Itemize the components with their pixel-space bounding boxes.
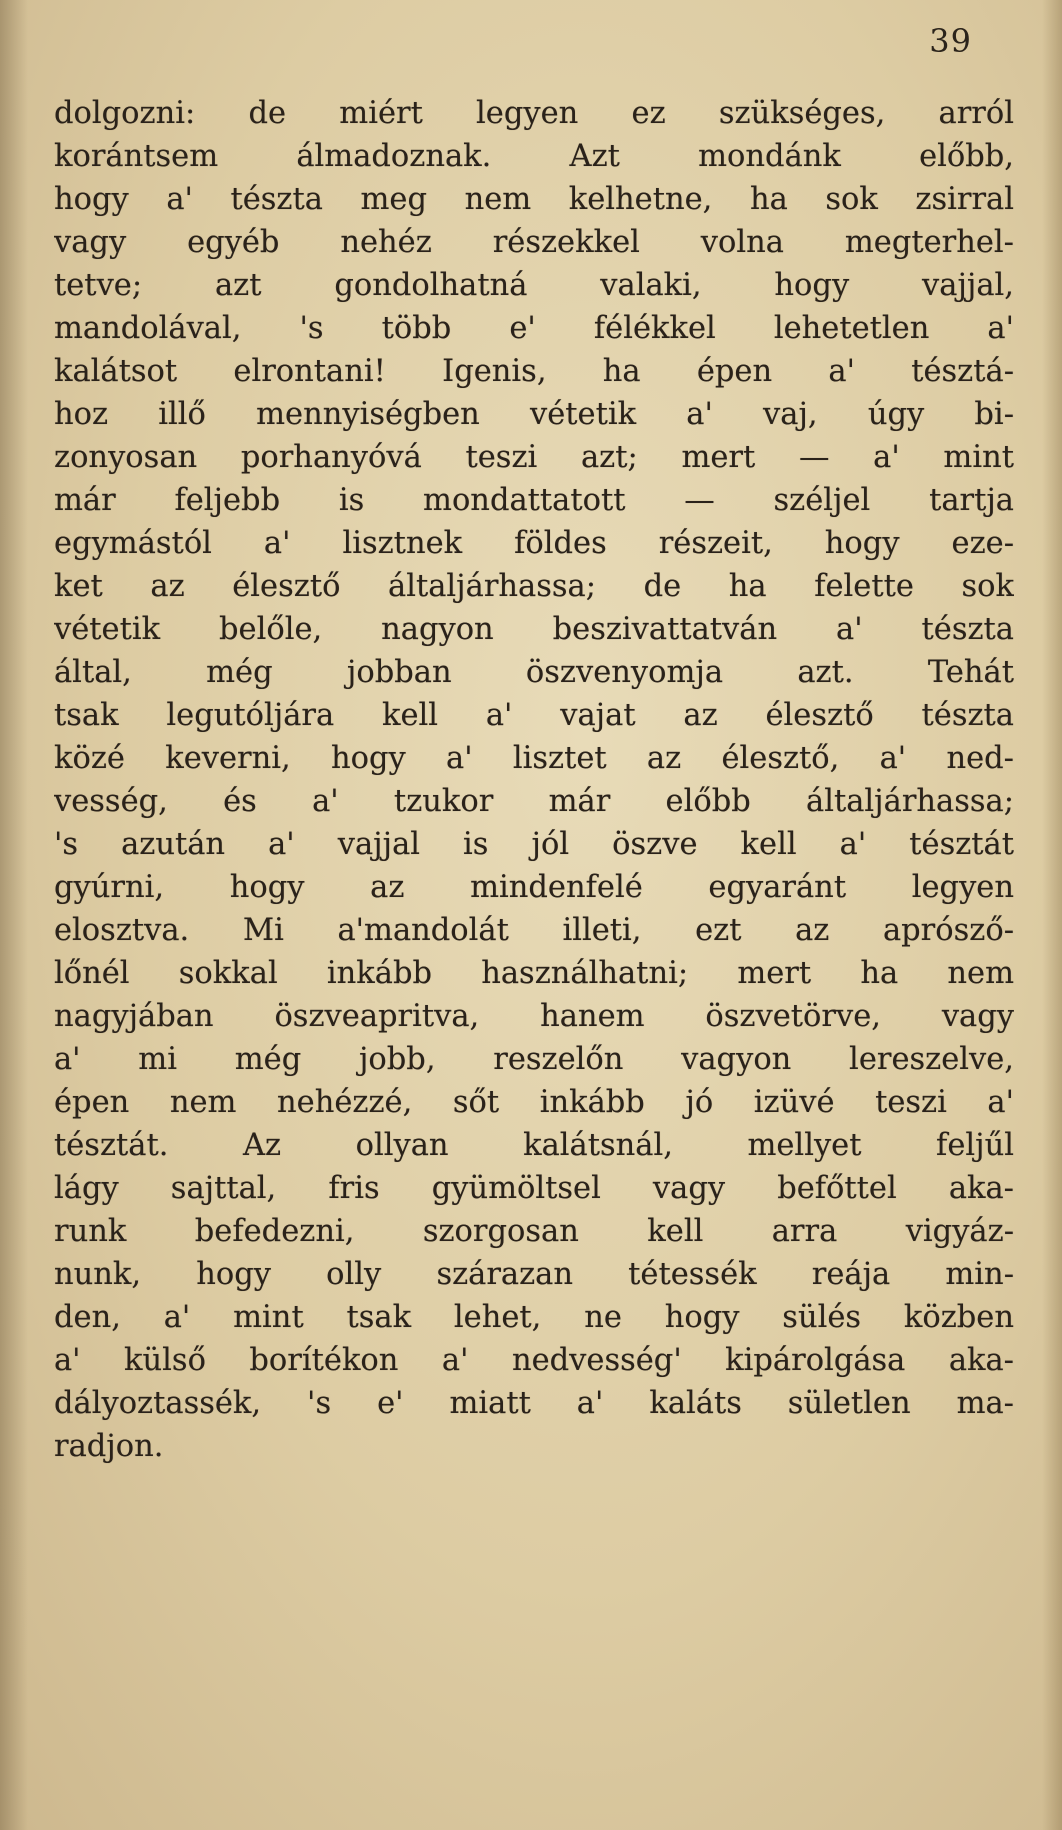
text-line: dolgozni: de miért legyen ez szükséges, arról (54, 96, 1014, 131)
text-line: den, a' mint tsak lehet, ne hogy sülés közben (54, 1300, 1014, 1335)
text-line: tetve; azt gondolhatná valaki, hogy vajjal, (54, 268, 1014, 303)
text-line: már feljebb is mondattatott — széljel tartja (54, 483, 1014, 518)
text-line: egymástól a' lisztnek földes részeit, hogy eze- (54, 526, 1014, 561)
text-line: hogy a' tészta meg nem kelhetne, ha sok zsirral (54, 182, 1014, 217)
text-line: dályoztassék, 's e' miatt a' kaláts sületlen ma- (54, 1386, 1014, 1421)
text-line: elosztva. Mi a'mandolát illeti, ezt az aprósző- (54, 913, 1014, 948)
text-line: lágy sajttal, fris gyümöltsel vagy befőttel aka- (54, 1171, 1014, 1206)
text-line: vagy egyéb nehéz részekkel volna megterhel- (54, 225, 1014, 260)
text-line: által, még jobban öszvenyomja azt. Tehát (54, 655, 1014, 690)
text-line: lőnél sokkal inkább használhatni; mert ha nem (54, 956, 1014, 991)
text-line: gyúrni, hogy az mindenfelé egyaránt legyen (54, 870, 1014, 905)
text-line: vesség, és a' tzukor már előbb általjárhassa; (54, 784, 1014, 819)
text-line: tésztát. Az ollyan kalátsnál, mellyet feljűl (54, 1128, 1014, 1163)
text-line: vétetik belőle, nagyon beszivattatván a' tészta (54, 612, 1014, 647)
text-line: épen nem nehézzé, sőt inkább jó izüvé teszi a' (54, 1085, 1014, 1120)
text-line: runk befedezni, szorgosan kell arra vigyáz- (54, 1214, 1014, 1249)
text-line: tsak legutóljára kell a' vajat az élesztő tészta (54, 698, 1014, 733)
text-line: mandolával, 's több e' félékkel lehetetlen a' (54, 311, 1014, 346)
text-line: kalátsot elrontani! Igenis, ha épen a' tésztá- (54, 354, 1014, 389)
text-line: nunk, hogy olly szárazan tétessék reája min- (54, 1257, 1014, 1292)
text-line: a' mi még jobb, reszelőn vagyon lereszelve, (54, 1042, 1014, 1077)
page-number: 39 (929, 22, 972, 60)
text-line: korántsem álmadoznak. Azt mondánk előbb, (54, 139, 1014, 174)
text-line: radjon. (54, 1429, 164, 1464)
text-line: ket az élesztő általjárhassa; de ha felette sok (54, 569, 1014, 604)
text-line: zonyosan porhanyóvá teszi azt; mert — a' mint (54, 440, 1014, 475)
text-line: nagyjában öszveapritva, hanem öszvetörve, vagy (54, 999, 1014, 1034)
text-line: hoz illő mennyiségben vétetik a' vaj, úgy bi- (54, 397, 1014, 432)
body-text (54, 92, 1014, 1468)
text-line: közé keverni, hogy a' lisztet az élesztő, a' ned- (54, 741, 1014, 776)
text-line: a' külső borítékon a' nedvesség' kipárolgása aka- (54, 1343, 1014, 1378)
text-line: 's azután a' vajjal is jól öszve kell a' tésztát (54, 827, 1014, 862)
